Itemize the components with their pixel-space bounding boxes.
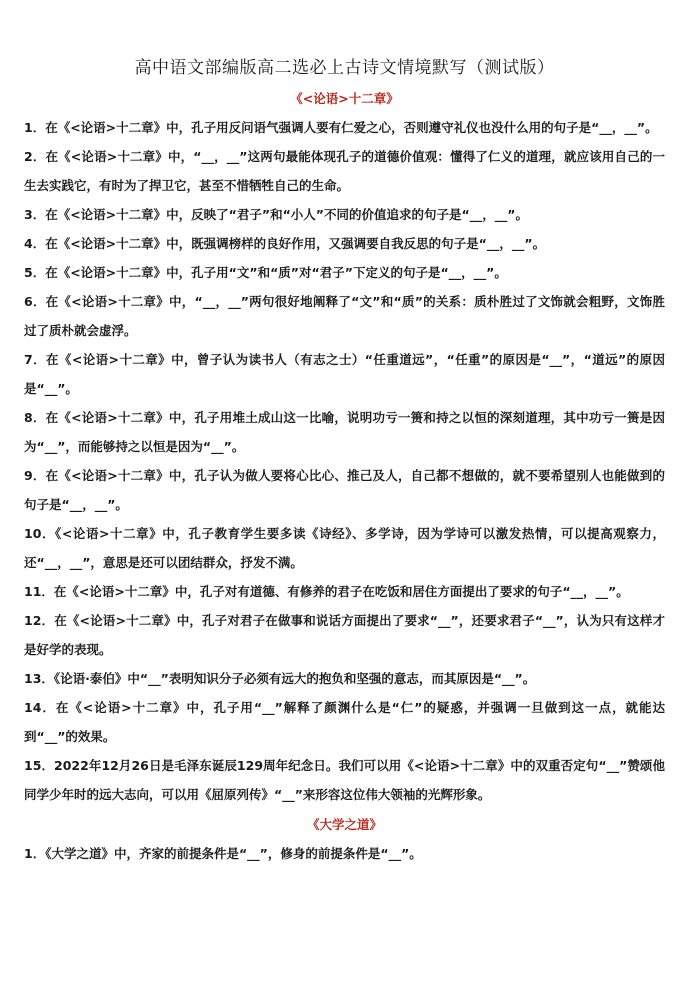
question-item: 7．在《<论语>十二章》中，曾子认为读书人（有志之士）“任重道远”，“任重”的原因是“__”，“道远”的原因是“__”。: [24, 352, 665, 396]
question-item: 9．在《<论语>十二章》中，孔子认为做人要将心比心、推己及人，自己都不想做的，就不要希望别人也能做到的句子是“__，__”。: [24, 468, 665, 512]
section-title: 《<论语>十二章》: [290, 91, 399, 106]
question-item: 2．在《<论语>十二章》中，“__，__”这两句最能体现孔子的道德价值观：懂得了仁义的道理，就应该用自己的一生去实践它，有时为了捍卫它，甚至不惜牺牲自己的生命。: [24, 149, 665, 193]
question-item: 10．《<论语>十二章》中，孔子教育学生要多读《诗经》、多学诗，因为学诗可以激发热情，可以提高观察力，还“__，__”，意思是还可以团结群众，抒发不满。: [24, 526, 665, 570]
section-daxue: [24, 815, 665, 868]
document-title: 高中语文部编版高二选必上古诗文情境默写（测试版）: [134, 58, 555, 78]
section-lunyu: [24, 89, 665, 809]
question-item: 15．2022年12月26日是毛泽东诞辰129周年纪念日。我们可以用《<论语>十二章》中的双重否定句“__”赞颂他同学少年时的远大志向，可以用《屈原列传》“__”来形容这位伟大领袖的光辉形象。: [24, 758, 665, 802]
question-item: 1．《大学之道》中，齐家的前提条件是“__”，修身的前提条件是“__”。: [24, 846, 422, 861]
question-item: 3．在《<论语>十二章》中，反映了“君子”和“小人”不同的价值追求的句子是“__，__”。: [24, 207, 528, 222]
question-item: 4．在《<论语>十二章》中，既强调榜样的良好作用，又强调要自我反思的句子是“__，__”。: [24, 236, 546, 251]
question-item: 13．《论语·泰伯》中“__”表明知识分子必须有远大的抱负和坚强的意志，而其原因是“__”。: [24, 671, 536, 686]
question-item: 6．在《<论语>十二章》中，“__，__”两句很好地阐释了“文”和“质”的关系：质朴胜过了文饰就会粗野，文饰胜过了质朴就会虚浮。: [24, 294, 665, 338]
question-item: 11．在《<论语>十二章》中，孔子对有道德、有修养的君子在吃饭和居住方面提出了要求的句子“__，__”。: [24, 584, 629, 599]
question-item: 8．在《<论语>十二章》中，孔子用堆土成山这一比喻，说明功亏一篑和持之以恒的深刻道理，其中功亏一篑是因为“__”，而能够持之以恒是因为“__”。: [24, 410, 665, 454]
question-item: 14．在《<论语>十二章》中，孔子用“__”解释了颜渊什么是“仁”的疑惑，并强调一旦做到这一点，就能达到“__”的效果。: [24, 700, 665, 744]
question-item: 1．在《<论语>十二章》中，孔子用反问语气强调人要有仁爱之心，否则遵守礼仪也没什么用的句子是“__，__”。: [24, 120, 658, 135]
question-item: 5．在《<论语>十二章》中，孔子用“文”和“质”对“君子”下定义的句子是“__，__”。: [24, 265, 507, 280]
question-item: 12．在《<论语>十二章》中，孔子对君子在做事和说话方面提出了要求“__”，还要求君子“__”，认为只有这样才是好学的表现。: [24, 613, 665, 657]
section-title: 《大学之道》: [306, 817, 382, 832]
